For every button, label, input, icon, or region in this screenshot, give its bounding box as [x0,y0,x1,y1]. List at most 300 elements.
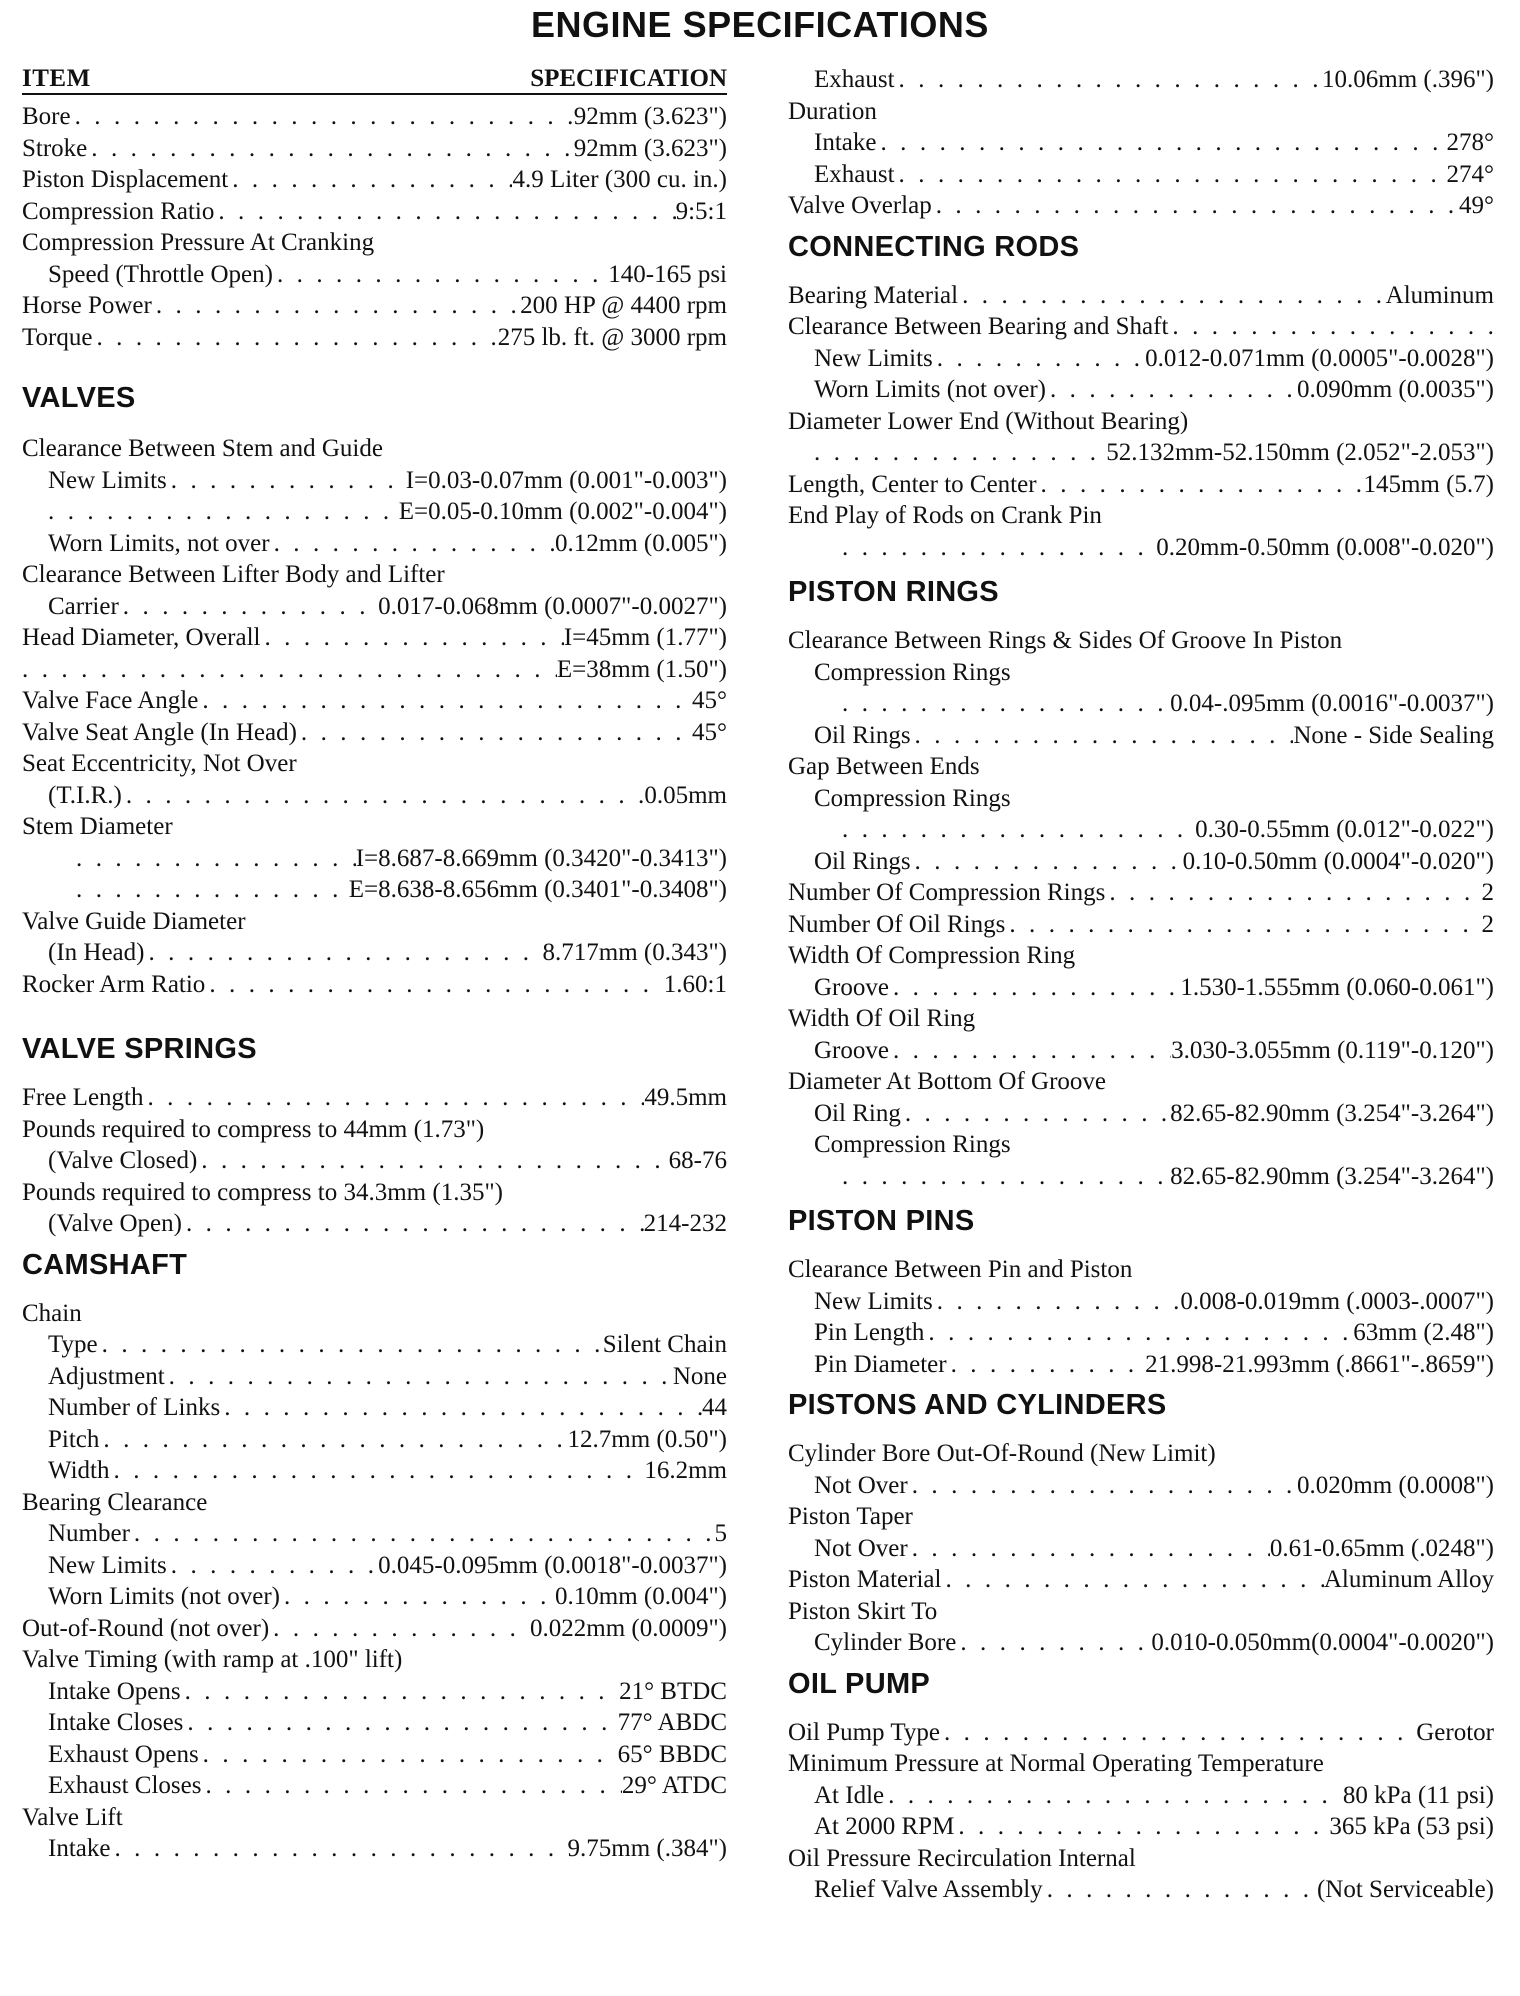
spec-value: 68-76 [668,1147,727,1174]
spec-row [788,1254,1494,1286]
dot-leader [297,717,692,749]
spec-label: Rocker Arm Ratio [22,970,206,998]
spacer [22,353,727,373]
spec-label: Not Over [814,1534,908,1562]
spec-value: 29° ATDC [621,1772,727,1799]
spec-label: Intake Opens [48,1677,181,1705]
spec-value: 45° [692,718,727,746]
spec-row [788,940,1494,972]
left-column [22,64,727,1865]
spec-label: Cylinder Bore Out-Of-Round (New Limit) [788,1440,1216,1467]
spec-label: Stroke [22,134,88,162]
spec-row [788,1533,1494,1565]
spec-value: 8.717mm (0.343") [542,939,727,966]
column-header-item: ITEM [22,65,91,92]
spec-value: 0.10-0.50mm (0.0004"-0.020") [1182,847,1494,875]
spec-label: Valve Seat Angle (In Head) [22,718,297,746]
spec-label: Chain [22,1299,82,1327]
spec-label: Groove [814,973,889,1001]
spec-value: Aluminum Alloy [1323,1566,1494,1593]
spec-value: 214-232 [643,1210,727,1237]
spec-label: New Limits [48,1551,167,1579]
spec-value: I=0.03-0.07mm (0.001"-0.003") [405,466,727,494]
spec-label: Piston Skirt To [788,1597,938,1625]
spec-value: 0.05mm [644,781,727,809]
spec-value: 365 kPa (53 psi) [1329,1813,1494,1840]
spec-value: 0.010-0.050mm(0.0004"-0.0020") [1151,1629,1494,1656]
dot-leader [1037,469,1364,501]
spec-row [22,1082,727,1114]
section-heading-camshaft: CAMSHAFT [22,1248,188,1281]
spec-label: Pitch [48,1425,100,1453]
spec-label: Worn Limits (not over) [48,1583,280,1610]
spec-value: 2 [1481,910,1494,938]
dot-leader [1005,909,1481,941]
spec-label: Worn Limits (not over) [814,376,1046,403]
spec-label: Compression Rings [814,1131,1011,1158]
dot-leader [954,1811,1329,1843]
spec-label: Oil Rings [814,721,911,749]
spec-row [788,280,1494,312]
spec-value: (Not Serviceable) [1316,1876,1494,1903]
spec-label: Horse Power [22,292,152,319]
spec-value: 3.030-3.055mm (0.119"-0.120") [1171,1036,1494,1064]
spec-value: 140-165 psi [608,260,727,288]
spec-value: 4.9 Liter (300 cu. in.) [512,166,727,193]
spec-row [788,437,1494,469]
spec-label: At 2000 RPM [814,1813,955,1840]
spec-row [22,528,727,560]
dot-leader [895,64,1322,96]
dot-leader [122,780,645,812]
spec-row [788,1501,1494,1533]
spec-row [788,374,1494,406]
dot-leader [895,159,1447,191]
section-heading-connecting-rods: CONNECTING RODS [788,230,1080,263]
spec-row [22,1833,727,1865]
spec-row [788,1317,1494,1349]
spec-row [788,625,1494,657]
spec-row [788,1003,1494,1035]
dot-leader [911,846,1183,878]
dot-leader [911,720,1294,752]
spec-row [22,1550,727,1582]
spec-label: Bearing Clearance [22,1488,208,1516]
spec-row [22,780,727,812]
spec-value: I=45mm (1.77") [563,624,727,651]
spec-row [788,311,1494,343]
spec-row [22,1676,727,1708]
dot-leader [842,532,1156,564]
dot-leader [110,1833,567,1865]
spec-value: E=0.05-0.10mm (0.002"-0.004") [398,498,727,525]
spec-label: Pin Length [814,1319,925,1346]
spec-row [788,96,1494,128]
spec-row [788,1470,1494,1502]
dot-leader [48,496,399,528]
spec-row [22,496,727,528]
spec-value: 0.61-0.65mm (.0248") [1269,1534,1494,1562]
spec-row [22,227,727,259]
spec-label: Oil Ring [814,1099,901,1127]
spec-label: Head Diameter, Overall [22,624,261,651]
section-heading-pistons-and-cylinders: PISTONS AND CYLINDERS [788,1389,1167,1421]
spec-label: Width Of Oil Ring [788,1005,976,1032]
spec-row [22,1707,727,1739]
spec-row [22,1145,727,1177]
spec-value: None - Side Sealing [1293,721,1494,749]
spec-value: 0.30-0.55mm (0.012"-0.022") [1195,816,1494,843]
spec-label: New Limits [814,1287,933,1315]
page-title: ENGINE SPECIFICATIONS [531,4,989,45]
spec-value: 82.65-82.90mm (3.254"-3.264") [1170,1099,1494,1127]
spec-row [788,1349,1494,1381]
spec-label: (Valve Open) [48,1210,182,1237]
spec-value: 200 HP @ 4400 rpm [520,292,727,319]
dot-leader [932,190,1459,222]
spec-label: Width [48,1457,110,1484]
spec-row [788,1066,1494,1098]
spec-label: Minimum Pressure at Normal Operating Temperature [788,1750,1324,1777]
spec-row [22,1392,727,1424]
spec-value: 9.75mm (.384") [567,1835,727,1862]
spec-row [22,133,727,165]
spec-row [22,748,727,780]
dot-leader [214,196,675,228]
spec-row [22,1644,727,1676]
spec-row [788,406,1494,438]
dot-leader [144,937,542,969]
spec-label: Compression Rings [814,658,1011,686]
spec-row [788,1438,1494,1470]
spec-label: Valve Face Angle [22,687,199,714]
spacer [788,272,1494,280]
spec-row [22,433,727,465]
spec-row [788,1874,1494,1906]
spec-label: At Idle [814,1781,885,1809]
spec-value: I=8.687-8.669mm (0.3420"-0.3413") [355,844,727,872]
spec-label: Number Of Oil Rings [788,910,1006,938]
spec-row [788,532,1494,564]
dot-leader [99,1424,567,1456]
spec-row [22,591,727,623]
spec-label: New Limits [814,344,933,372]
spec-row [788,751,1494,783]
section-heading-valve-springs: VALVE SPRINGS [22,1033,257,1065]
spec-value: 80 kPa (11 psi) [1342,1781,1494,1809]
dot-leader [273,259,608,291]
spec-label: Adjustment [48,1362,165,1390]
spec-label: (Valve Closed) [48,1147,198,1174]
spec-value: 77° ABDC [617,1709,727,1736]
spec-label: Valve Guide Diameter [22,907,246,935]
spec-label: Torque [22,323,93,351]
spec-row [22,843,727,875]
spec-row [788,500,1494,532]
spec-row [788,657,1494,689]
dot-leader [167,465,406,497]
spec-label: Free Length [22,1084,144,1111]
spec-row [22,1177,727,1209]
spec-label: Width Of Compression Ring [788,942,1076,969]
spec-row [22,1298,727,1330]
spec-row [788,127,1494,159]
spacer [22,1290,727,1298]
spec-row [788,972,1494,1004]
spec-row [22,1114,727,1146]
spec-value: 63mm (2.48") [1353,1319,1494,1346]
spec-label: Not Over [814,1471,908,1499]
spec-row [788,1596,1494,1628]
spec-row [788,783,1494,815]
spec-label: Speed (Throttle Open) [48,260,273,288]
spec-value: 82.65-82.90mm (3.254"-3.264") [1170,1162,1494,1190]
dot-leader [1168,311,1494,343]
spec-label: Worn Limits, not over [48,529,270,557]
dot-leader [143,1082,644,1114]
spec-label: End Play of Rods on Crank Pin [788,502,1102,529]
section-heading-piston-rings: PISTON RINGS [788,576,999,608]
spec-value: 49.5mm [644,1084,727,1111]
spec-label: Exhaust [814,160,895,188]
spec-label: Bore [22,103,71,130]
spec-row [788,1161,1494,1193]
dot-leader [152,290,520,322]
section-heading-valves: VALVES [22,382,136,414]
dot-leader [1043,1874,1317,1906]
dot-leader [1105,877,1481,909]
spec-row [788,1780,1494,1812]
spec-label: Pounds required to compress to 34.3mm (1.35") [22,1178,503,1206]
spec-label: Exhaust [814,66,895,93]
spec-row [22,1518,727,1550]
spec-label: Relief Valve Assembly [814,1876,1043,1903]
spec-label: Pounds required to compress to 44mm (1.73") [22,1115,485,1143]
column-header [22,64,727,95]
spec-row [22,1613,727,1645]
dot-leader [228,164,512,196]
spec-value: 21.998-21.993mm (.8661"-.8659") [1145,1350,1494,1378]
dot-leader [889,972,1180,1004]
dot-leader [956,1627,1151,1659]
spec-value: 275 lb. ft. @ 3000 rpm [497,323,727,351]
dot-leader [940,1717,1416,1749]
spec-value: 65° BBDC [617,1740,727,1768]
spec-value: 1.60:1 [663,970,727,998]
dot-leader [119,591,378,623]
spec-row [788,469,1494,501]
dot-leader [842,688,1170,720]
spec-row [788,1717,1494,1749]
spec-row [22,290,727,322]
section-heading-piston-pins: PISTON PINS [788,1205,975,1237]
spec-row [22,1361,727,1393]
spec-label: Cylinder Bore [814,1629,957,1656]
spec-label: Number Of Compression Rings [788,879,1106,906]
column-header-specification: SPECIFICATION [530,65,727,92]
dot-leader [181,1676,619,1708]
dot-leader [167,1550,378,1582]
spec-value: 0.020mm (0.0008") [1297,1471,1494,1499]
spec-label: Clearance Between Bearing and Shaft [788,313,1169,340]
dot-leader [182,1208,644,1240]
spec-label: Groove [814,1036,889,1064]
spacer [22,1074,727,1082]
spec-label: Compression Pressure At Cranking [22,229,375,256]
spec-value: 21° BTDC [619,1677,727,1705]
spec-value: 52.132mm-52.150mm (2.052"-2.053") [1106,439,1494,466]
dot-leader [908,1470,1297,1502]
spec-label: Gap Between Ends [788,753,980,780]
dot-leader [130,1518,715,1550]
spec-label: Intake Closes [48,1709,184,1736]
dot-leader [22,654,557,686]
section-heading-oil-pump: OIL PUMP [788,1667,931,1700]
dot-leader [270,528,555,560]
spec-value: 45° [692,687,727,714]
spec-value: None [672,1362,727,1390]
spec-label: Compression Ratio [22,197,215,225]
spec-label: Number [48,1520,130,1547]
spec-row [22,1581,727,1613]
dot-leader [842,1161,1170,1193]
spec-label: Carrier [48,592,119,620]
spec-row [22,969,727,1001]
spec-row [788,1286,1494,1318]
dot-leader [98,1329,603,1361]
spec-row [788,1564,1494,1596]
spec-label: Oil Rings [814,847,911,875]
spec-label: Diameter Lower End (Without Bearing) [788,407,1189,435]
spec-value: Gerotor [1416,1718,1494,1746]
spec-value: 12.7mm (0.50") [567,1425,727,1453]
spec-value: 0.045-0.095mm (0.0018"-0.0037") [378,1551,727,1579]
dot-leader [199,1739,618,1771]
spec-value: E=38mm (1.50") [556,655,727,683]
right-column [788,64,1494,1906]
spec-label: Clearance Between Rings & Sides Of Groove In Piston [788,627,1343,654]
spec-row [22,1424,727,1456]
spec-label: Clearance Between Lifter Body and Lifter [22,561,445,588]
spec-row [788,1811,1494,1843]
dot-leader [205,969,663,1001]
dot-leader [76,874,349,906]
spec-row [22,259,727,291]
spec-label: Pin Diameter [814,1350,947,1378]
spec-value: 145mm (5.7) [1363,470,1494,498]
spec-value: 0.022mm (0.0009") [530,1614,727,1642]
dot-leader [220,1392,702,1424]
spec-row [788,1035,1494,1067]
spec-label: (In Head) [48,939,145,966]
spec-row [22,101,727,133]
dot-leader [197,1145,668,1177]
spacer [788,1430,1494,1438]
spec-label: Number of Links [48,1394,221,1421]
spec-row [22,1329,727,1361]
spec-row [22,937,727,969]
dot-leader [201,1770,621,1802]
spec-row [22,1739,727,1771]
spec-row [788,814,1494,846]
spec-value: 0.12mm (0.005") [555,529,727,557]
dot-leader [876,127,1446,159]
spec-row [22,559,727,591]
spec-label: Exhaust Closes [48,1772,202,1799]
dot-leader [884,1780,1343,1812]
spec-row [788,159,1494,191]
spec-row [22,322,727,354]
spec-label: Bearing Material [788,281,959,309]
dot-leader [165,1361,673,1393]
dot-leader [924,1317,1353,1349]
spec-row [22,811,727,843]
dot-leader [92,322,497,354]
spec-value: 92mm (3.623") [573,103,727,130]
spec-value: 2 [1481,879,1494,906]
spec-value: 0.20mm-0.50mm (0.008"-0.020") [1156,533,1494,561]
spec-label: Stem Diameter [22,813,173,840]
spec-value: Silent Chain [602,1331,727,1358]
spec-label: Clearance Between Stem and Guide [22,435,383,462]
spec-value: 9:5:1 [675,197,727,225]
spec-row [788,1129,1494,1161]
spec-value: 274° [1446,160,1494,188]
spec-label: Seat Eccentricity, Not Over [22,750,297,777]
spec-row [22,685,727,717]
spacer [788,1246,1494,1254]
spacer [788,1709,1494,1717]
dot-leader [183,1707,617,1739]
spec-label: Length, Center to Center [788,470,1037,498]
spec-row [788,1627,1494,1659]
spec-label: Compression Rings [814,784,1011,812]
spec-label: Intake [48,1835,111,1862]
dot-leader [87,133,573,165]
dot-leader [842,814,1195,846]
spec-row [22,874,727,906]
dot-leader [814,437,1106,469]
dot-leader [269,1613,530,1645]
spec-label: Duration [788,97,877,125]
spec-row [22,465,727,497]
spacer [788,617,1494,625]
spec-label: Clearance Between Pin and Piston [788,1256,1133,1283]
spec-label: Type [48,1331,98,1358]
spec-label: Exhaust Opens [48,1740,199,1768]
spec-label: Valve Lift [22,1803,123,1831]
spec-row [788,343,1494,375]
dot-leader [933,343,1145,375]
spec-row [22,654,727,686]
spec-label: Valve Overlap [788,192,932,219]
dot-leader [71,101,574,133]
spec-label: Oil Pressure Recirculation Internal [788,1844,1136,1872]
spec-row [22,717,727,749]
spec-value: 92mm (3.623") [573,134,727,162]
spec-row [22,1487,727,1519]
dot-leader [958,280,1386,312]
spec-row [788,190,1494,222]
spec-row [22,1770,727,1802]
spec-value: Aluminum [1385,281,1494,309]
dot-leader [947,1349,1146,1381]
spec-value: 16.2mm [644,1457,727,1484]
spacer [22,423,727,433]
dot-leader [908,1533,1270,1565]
spec-row [788,909,1494,941]
spec-row [22,622,727,654]
